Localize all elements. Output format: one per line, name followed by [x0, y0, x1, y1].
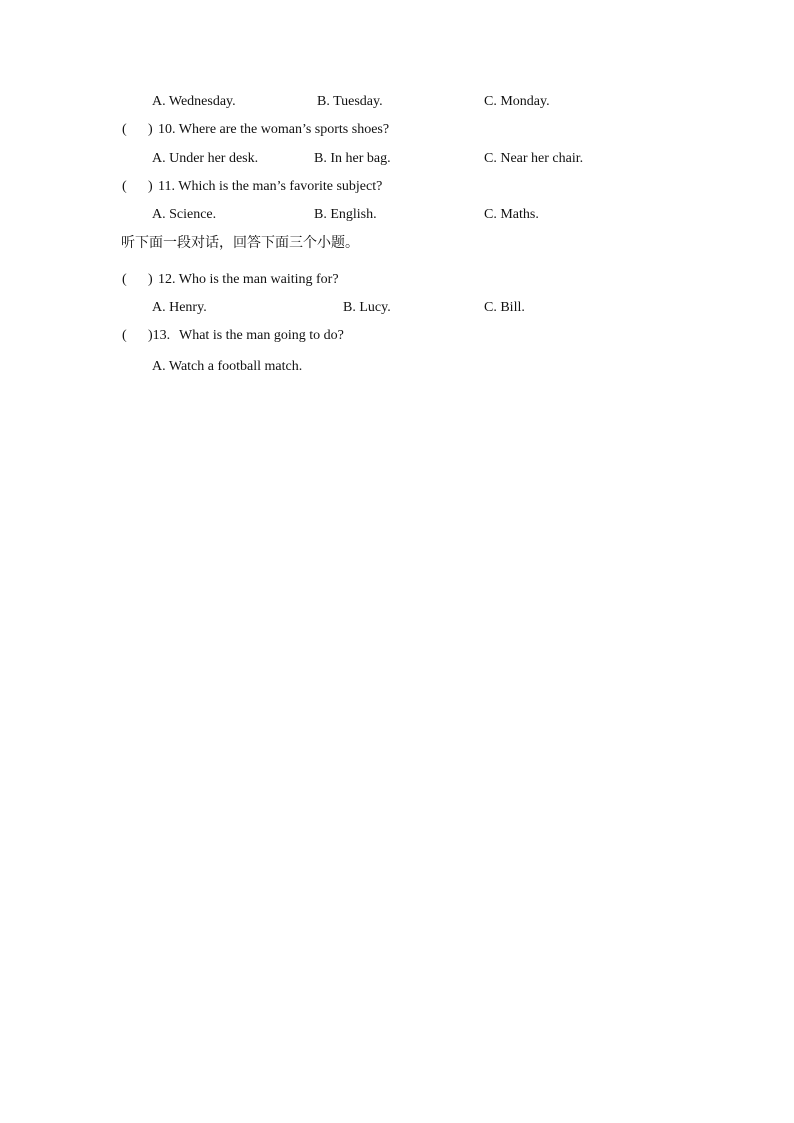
- q11-option-c: C. Maths.: [484, 207, 539, 222]
- q11-question: 11. Which is the man’s favorite subject?: [158, 179, 383, 194]
- q12-answer-paren-open: (: [122, 272, 127, 287]
- q12-question: 12. Who is the man waiting for?: [158, 272, 339, 287]
- q11-option-a: A. Science.: [152, 207, 217, 222]
- q9-option-c: C. Monday.: [484, 94, 550, 109]
- q13-answer-paren-open: (: [122, 328, 127, 343]
- q13-question: What is the man going to do?: [179, 328, 344, 343]
- q13-option-a: A. Watch a football match.: [152, 359, 303, 374]
- q12-answer-paren-close: ): [148, 272, 153, 287]
- q9-option-b: B. Tuesday.: [317, 94, 383, 109]
- section-instruction: 听下面一段对话，回答下面三个小题。: [121, 235, 359, 251]
- q13-answer-paren-close: )13.: [148, 328, 171, 343]
- q10-option-c: C. Near her chair.: [484, 151, 584, 166]
- q12-option-c: C. Bill.: [484, 300, 525, 315]
- q10-answer-paren-close: ): [148, 122, 153, 137]
- q10-question: 10. Where are the woman’s sports shoes?: [158, 122, 390, 137]
- q12-option-b: B. Lucy.: [343, 300, 391, 315]
- q9-option-a: A. Wednesday.: [152, 94, 236, 109]
- q11-answer-paren-close: ): [148, 179, 153, 194]
- q12-option-a: A. Henry.: [152, 300, 207, 315]
- q10-option-b: B. In her bag.: [314, 151, 391, 166]
- q11-answer-paren-open: (: [122, 179, 127, 194]
- q11-option-b: B. English.: [314, 207, 377, 222]
- q10-answer-paren-open: (: [122, 122, 127, 137]
- q10-option-a: A. Under her desk.: [152, 151, 259, 166]
